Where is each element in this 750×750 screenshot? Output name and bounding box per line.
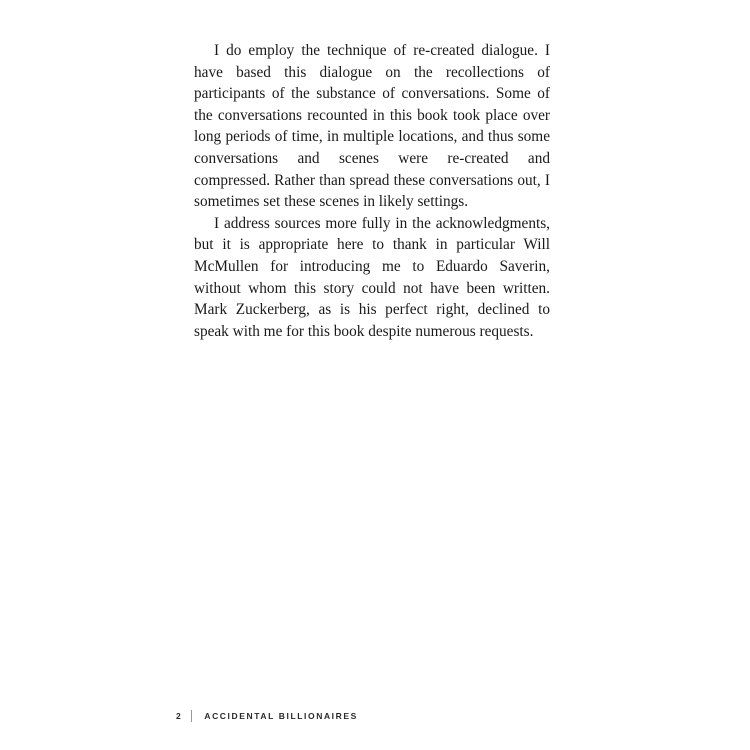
body-text	[194, 40, 550, 342]
paragraph: I do employ the technique of re-created dialogue. I have based this dialogue on the recollections of participants of the substance of conversations. Some of the conversations recounted in this book took place over long periods of time, in multiple locations, and thus some conversations and scenes were re-created and compressed. Rather than spread these conversations out, I sometimes set these scenes in likely settings.	[194, 42, 550, 211]
paragraph: I address sources more fully in the acknowledgments, but it is appropriate here to thank in particular Will McMullen for introducing me to Eduardo Saverin, without whom this story could not have been written. Mark Zuckerberg, as is his perfect right, declined to speak with me for this book despite numerous requests.	[194, 214, 550, 340]
footer-divider	[191, 710, 192, 722]
running-title: ACCIDENTAL BILLIONAIRES	[204, 711, 358, 721]
page-number: 2	[176, 711, 183, 721]
page-footer	[176, 709, 358, 723]
